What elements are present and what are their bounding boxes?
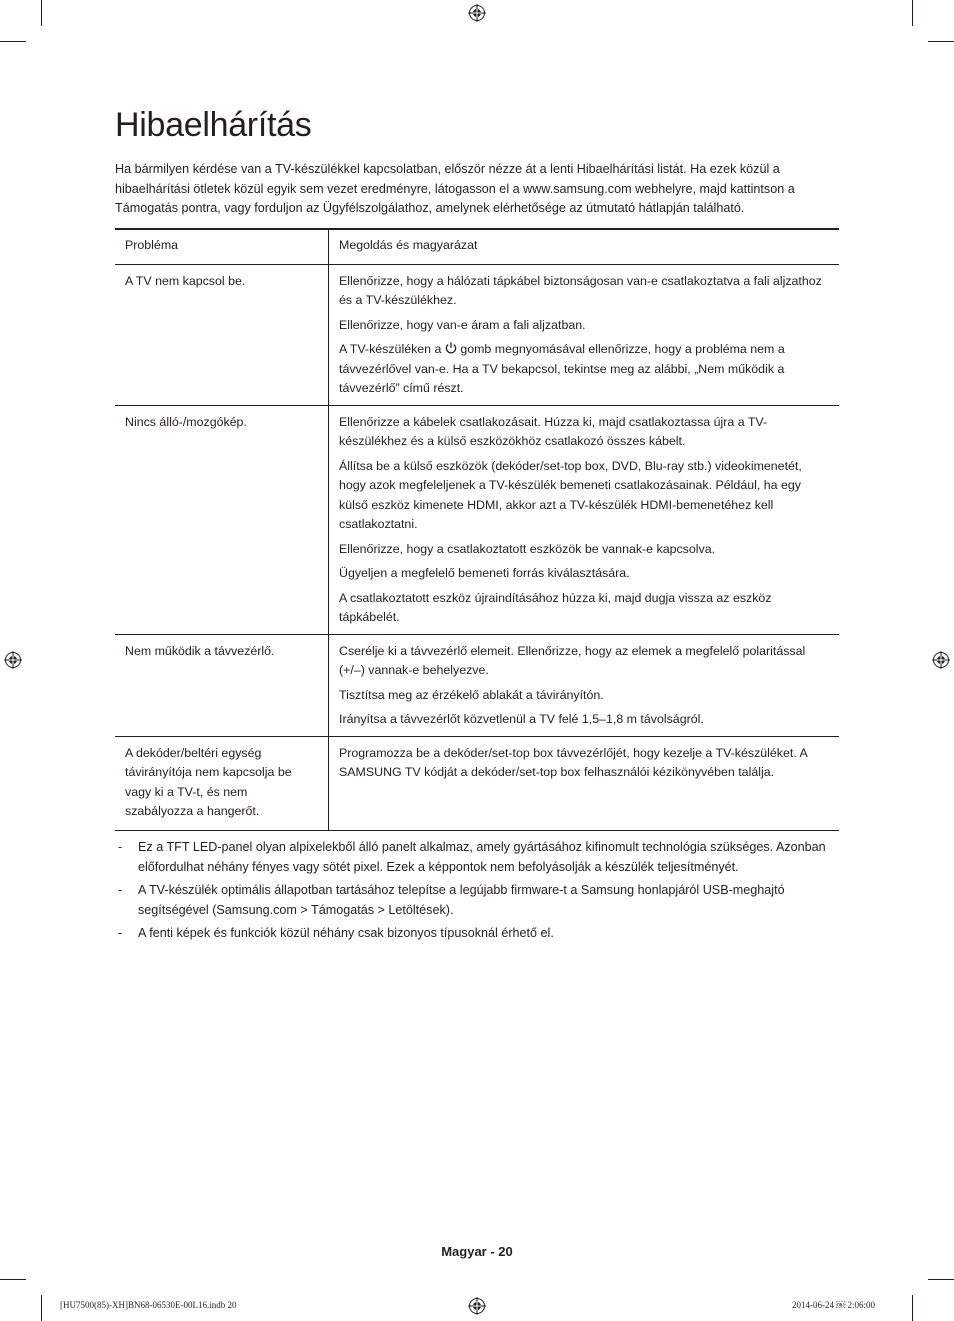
crop-mark	[912, 0, 913, 26]
column-header-solution: Megoldás és magyarázat	[329, 229, 840, 264]
crop-mark	[0, 41, 26, 42]
problem-cell: A dekóder/beltéri egység távirányítója nem kapcsolja be vagy ki a TV-t, és nem szabályozza a hangerőt.	[115, 736, 329, 830]
solution-text: Ellenőrizze, hogy a csatlakoztatott eszközök be vannak-e kapcsolva.	[339, 541, 716, 556]
note-text: A TV-készülék optimális állapotban tartásához telepítse a legújabb firmware-t a Samsung honlapjáról USB-meghajtó segítségével (Samsung.com > Támogatás > Letöltések).	[138, 883, 785, 917]
solution-cell	[329, 634, 840, 736]
note-text: A fenti képek és funkciók közül néhány csak bizonyos típusoknál érhető el.	[138, 926, 554, 940]
crop-mark	[928, 41, 954, 42]
table-row	[115, 736, 839, 830]
page-title: Hibaelhárítás	[115, 106, 312, 144]
solution-cell	[329, 736, 840, 830]
notes-list	[115, 838, 839, 948]
problem-cell: A TV nem kapcsol be.	[115, 264, 329, 405]
table-row	[115, 264, 839, 405]
solution-text	[339, 340, 829, 399]
solution-text: Tisztítsa meg az érzékelő ablakát a távirányítón.	[339, 687, 604, 702]
solution-text: Programozza be a dekóder/set-top box távvezérlőjét, hogy kezelje a TV-készüléket. A SAMSUNG TV kódját a dekóder/set-top box felhasználói kézikönyvében találja.	[339, 745, 808, 779]
note-item	[115, 838, 839, 877]
solution-text: Állítsa be a külső eszközök (dekóder/set-top box, DVD, Blu-ray stb.) videokimenetét, hogy azok megfeleljenek a TV-készülék bemeneti csatlakozásainak. Például, ha egy külső eszköz kimenete HDMI, akkor azt a TV-készülék HDMI-bemenetéhez kell csatlakoztatni.	[339, 458, 802, 531]
note-marker: -	[118, 883, 123, 897]
footer-timestamp: 2014-06-24 ￼ 2:06:00	[792, 1300, 875, 1310]
registration-mark-icon	[468, 4, 486, 22]
intro-paragraph: Ha bármilyen kérdése van a TV-készülékkel kapcsolatban, először nézze át a lenti Hibaelhárítási listát. Ha ezek közül a hibaelhárítási ötletek közül egyik sem vezet eredményre, látogasson el a www.samsung.com webhelyre, majd kattintson a Támogatás pontra, vagy forduljon az Ügyfélszolgálathoz, amelynek elérhetősége az útmutató hátlapján található.	[115, 162, 795, 215]
problem-cell: Nincs álló-/mozgókép.	[115, 405, 329, 634]
problem-cell: Nem működik a távvezérlő.	[115, 634, 329, 736]
table-row	[115, 405, 839, 634]
column-header-problem: Probléma	[115, 229, 329, 264]
crop-mark	[0, 1279, 26, 1280]
crop-mark	[912, 1295, 913, 1321]
registration-mark-icon	[468, 1297, 486, 1315]
note-marker: -	[118, 926, 123, 940]
solution-text-part: A TV-készüléken a	[339, 342, 442, 356]
solution-text: Ellenőrizze a kábelek csatlakozásait. Húzza ki, majd csatlakoztassa újra a TV-készülékhez és a külső eszközökhöz csatlakozó összes kábelt.	[339, 414, 768, 448]
solution-text-part: gomb megnyomásával ellenőrizze, hogy a probléma nem a távvezérlővel van-e. Ha a TV bekapcsol, tekintse meg az alábbi, „Nem működik a távvezérlő” című részt.	[339, 342, 785, 395]
registration-mark-icon	[932, 651, 950, 669]
solution-text: Ellenőrizze, hogy van-e áram a fali aljzatban.	[339, 317, 586, 332]
power-icon	[445, 341, 457, 353]
crop-mark	[41, 0, 42, 26]
table-header-row	[115, 229, 839, 264]
note-marker: -	[118, 840, 123, 854]
crop-mark	[928, 1279, 954, 1280]
note-text: Ez a TFT LED-panel olyan alpixelekből álló panelt alkalmaz, amely gyártásához kifinomult technológia szükséges. Azonban előfordulhat néhány fényes vagy sötét pixel. Ezek a képpontok nem befolyásolják a készülék teljesítményét.	[138, 840, 826, 874]
crop-mark	[41, 1295, 42, 1321]
solution-text: Irányítsa a távvezérlőt közvetlenül a TV felé 1,5–1,8 m távolságról.	[339, 712, 704, 726]
table-row	[115, 634, 839, 736]
registration-mark-icon	[4, 651, 22, 669]
note-item	[115, 924, 839, 944]
solution-text: Cserélje ki a távvezérlő elemeit. Ellenőrizze, hogy az elemek a megfelelő polaritással (+/–) vannak-e behelyezve.	[339, 643, 806, 677]
page-number: Magyar - 20	[441, 1244, 513, 1259]
solution-text: Ellenőrizze, hogy a hálózati tápkábel biztonságosan van-e csatlakoztatva a fali aljzathoz és a TV-készülékhez.	[339, 273, 822, 307]
solution-text: A csatlakoztatott eszköz újraindításához húzza ki, majd dugja vissza az eszköz tápkábelét.	[339, 590, 772, 624]
note-item	[115, 881, 839, 920]
footer-file-info: [HU7500(85)-XH]BN68-06530E-00L16.indb 20	[60, 1300, 237, 1310]
solution-cell	[329, 405, 840, 634]
solution-text: Ügyeljen a megfelelő bemeneti forrás kiválasztására.	[339, 566, 630, 580]
troubleshooting-table	[115, 228, 839, 831]
solution-cell	[329, 264, 840, 405]
